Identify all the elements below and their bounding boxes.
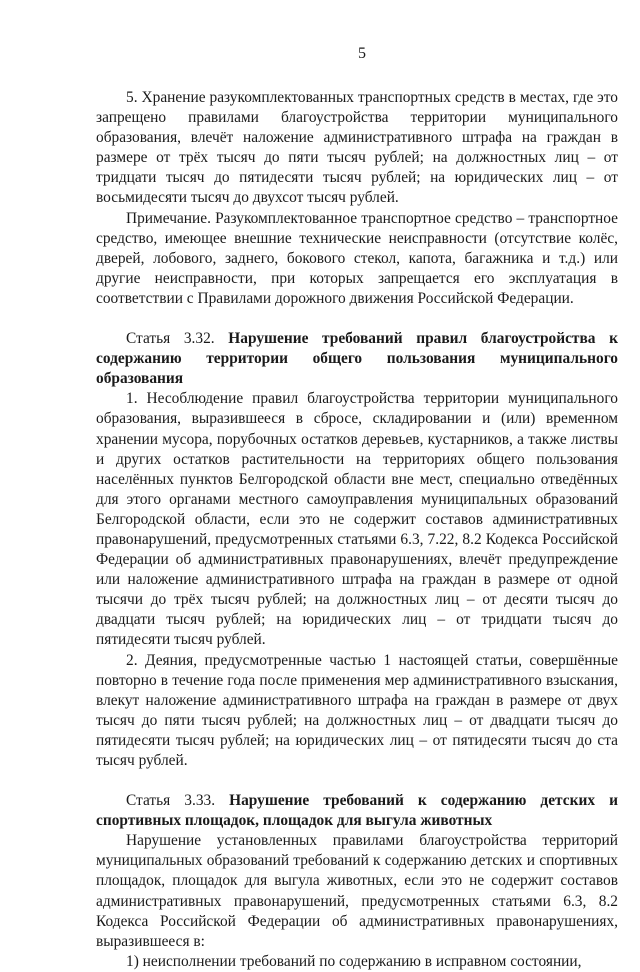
article-3-33-title: Нарушение требований к содержанию детских и спортивных площадок, площадок для выгула животных	[96, 792, 618, 830]
article-3-33-number: Статья 3.33.	[126, 792, 216, 810]
section-gap	[96, 771, 618, 791]
article-3-32-part-2: 2. Деяния, предусмотренные частью 1 настоящей статьи, совершённые повторно в течение года после применения мер административного взыскания, влекут наложение административного штрафа на граждан в размере от двух тысяч до пяти тысяч рублей; на должностных лиц – от двадцати тысяч до пятидесяти тысяч рублей; на юридических лиц – от пятидесяти тысяч до ста тысяч рублей.	[96, 651, 618, 769]
paragraph-note: Примечание. Разукомплектованное транспортное средство – транспортное средство, имеющее внешние технические неисправности (отсутствие колёс, дверей, лобового, заднего, бокового стекол, капота, багажника и т.д.) или другие неисправности, при которых запрещается его эксплуатация в соответствии с Правилами дорожного движения Российской Федерации.	[96, 209, 618, 307]
article-3-32-heading	[96, 329, 618, 389]
article-3-32-part-1: 1. Несоблюдение правил благоустройства территории муниципального образования, выразившееся в сбросе, складировании и (или) временном хранении мусора, порубочных остатков деревьев, кустарников, а также листвы и других остатков растительности на территориях общего пользования населённых пунктов Белгородской области вне мест, специально отведённых для этого органами местного самоуправления муниципальных образований Белгородской области, если это не содержит составов административных правонарушений, предусмотренных статьями 6.3, 7.22, 8.2 Кодекса Российской Федерации об административных правонарушениях, влечёт предупреждение или наложение административного штрафа на граждан в размере от одной тысячи до трёх тысяч рублей; на должностных лиц – от десяти тысяч до двадцати тысяч рублей; на юридических лиц – от тридцати тысяч до пятидесяти тысяч рублей.	[96, 390, 618, 649]
paragraph-storage-vehicles: 5. Хранение разукомплектованных транспортных средств в местах, где это запрещено правилами благоустройства территории муниципального образования, влечёт наложение административного штрафа на граждан в размере от трёх тысяч до пяти тысяч рублей; на должностных лиц – от тридцати тысяч до пятидесяти тысяч рублей; на юридических лиц – от восьмидесяти тысяч до двухсот тысяч рублей.	[96, 89, 618, 207]
article-3-33-item-1: 1) неисполнении требований по содержанию в исправном состоянии,	[126, 952, 582, 970]
section-gap	[96, 309, 618, 329]
article-3-33-heading	[96, 791, 618, 831]
article-3-32-number: Статья 3.32.	[126, 330, 215, 348]
article-3-33-intro: Нарушение установленных правилами благоустройства территорий муниципальных образований требований к содержанию детских и спортивных площадок, площадок для выгула животных, если это не содержит составов административных правонарушений, предусмотренных статьями 6.3, 8.2 Кодекса Российской Федерации об административных правонарушениях, выразившееся в:	[96, 832, 618, 950]
page-number: 5	[358, 45, 366, 62]
article-3-32-title: Нарушение требований правил благоустройства к содержанию территории общего пользования муниципального образования	[96, 330, 618, 388]
